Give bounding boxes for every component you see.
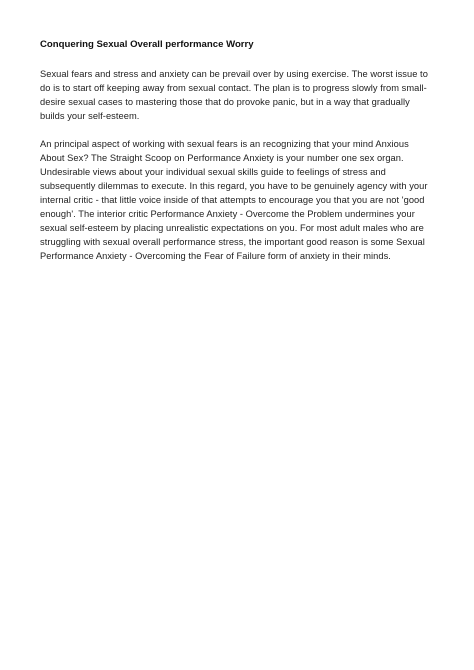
paragraph-line: builds your self-esteem. <box>40 111 140 121</box>
document-content <box>40 38 438 277</box>
paragraph-line: desire sexual cases to mastering those that do provoke panic, but in a way that gradually <box>40 97 410 107</box>
paragraph-line: do is to start off keeping away from sexual contact. The plan is to progress slowly from small- <box>40 83 427 93</box>
paragraph-line: Performance Anxiety - Overcoming the Fear of Failure form of anxiety in their minds. <box>40 251 391 261</box>
paragraph-line: struggling with sexual overall performance stress, the important good reason is some Sexual <box>40 237 425 247</box>
paragraph-2 <box>40 137 438 263</box>
paragraph-line: About Sex? The Straight Scoop on Performance Anxiety is your number one sex organ. <box>40 153 404 163</box>
paragraph-line: sexual self-esteem by placing unrealistic expectations on you. For most adult males who are <box>40 223 424 233</box>
paragraph-line: Undesirable views about your individual sexual skills guide to feelings of stress and <box>40 167 386 177</box>
document-title: Conquering Sexual Overall performance Worry <box>40 39 254 50</box>
paragraph-line: subsequently dilemmas to execute. In this regard, you have to be genuinely agency with your <box>40 181 428 191</box>
paragraph-1 <box>40 67 438 123</box>
paragraph-line: enough'. The interior critic Performance Anxiety - Overcome the Problem undermines your <box>40 209 415 219</box>
paragraph-line: Sexual fears and stress and anxiety can be prevail over by using exercise. The worst issue to <box>40 69 428 79</box>
paragraph-line: internal critic - that little voice inside of that attempts to encourage you that you are not 'good <box>40 195 425 205</box>
paragraph-line: An principal aspect of working with sexual fears is an recognizing that your mind Anxious <box>40 139 409 149</box>
